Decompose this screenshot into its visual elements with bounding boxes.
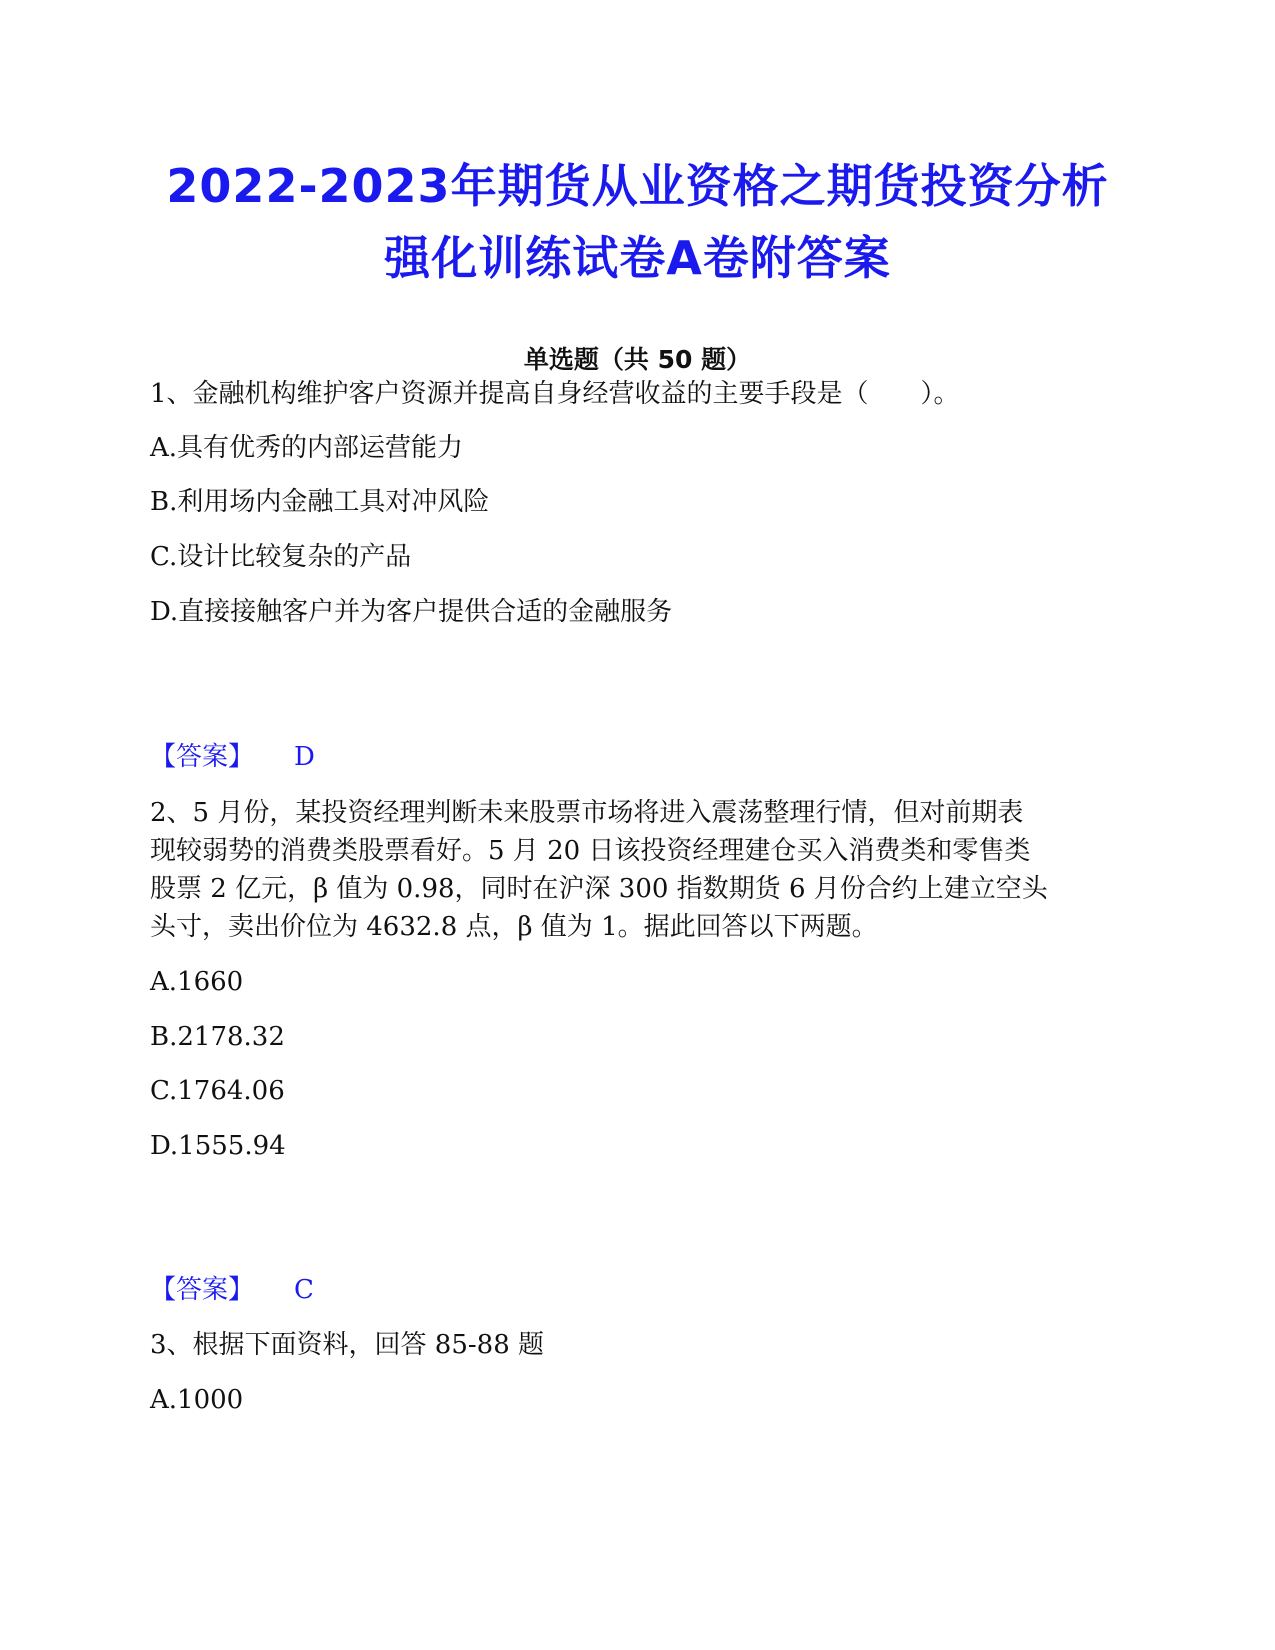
title-line-2: 强化训练试卷A卷附答案: [384, 231, 891, 285]
question-stem-line-3: 股票 2 亿元，β 值为 0.98，同时在沪深 300 指数期货 6 月份合约上建立空头: [150, 874, 1048, 904]
answer-row: [150, 1270, 314, 1310]
option-b: B.利用场内金融工具对冲风险: [150, 487, 490, 517]
answer-value: D: [294, 742, 315, 772]
answer-row: [150, 737, 315, 777]
option-d: D.直接接触客户并为客户提供合适的金融服务: [150, 597, 673, 627]
question-stem-line-2: 现较弱势的消费类股票看好。5 月 20 日该投资经理建仓买入消费类和零售类: [150, 836, 1031, 866]
option-a: A.1000: [150, 1385, 244, 1415]
question-stem-line-4: 头寸，卖出价位为 4632.8 点，β 值为 1。据此回答以下两题。: [150, 912, 878, 942]
section-heading: 单选题（共 50 题）: [523, 345, 752, 374]
answer-label: 【答案】: [150, 1275, 255, 1305]
option-b: B.2178.32: [150, 1022, 285, 1052]
option-c: C.1764.06: [150, 1076, 285, 1106]
title-line-1: 2022-2023年期货从业资格之期货投资分析: [166, 159, 1109, 213]
question-stem: 1、金融机构维护客户资源并提高自身经营收益的主要手段是（ ）。: [150, 379, 960, 409]
option-d: D.1555.94: [150, 1131, 286, 1161]
question-stem: 3、根据下面资料，回答 85-88 题: [150, 1330, 545, 1360]
option-a: A.1660: [150, 967, 244, 997]
option-c: C.设计比较复杂的产品: [150, 542, 412, 572]
answer-label: 【答案】: [150, 742, 255, 772]
option-a: A.具有优秀的内部运营能力: [150, 433, 464, 463]
question-stem-line-1: 2、5 月份，某投资经理判断未来股票市场将进入震荡整理行情，但对前期表: [150, 798, 1024, 828]
answer-value: C: [294, 1275, 314, 1305]
